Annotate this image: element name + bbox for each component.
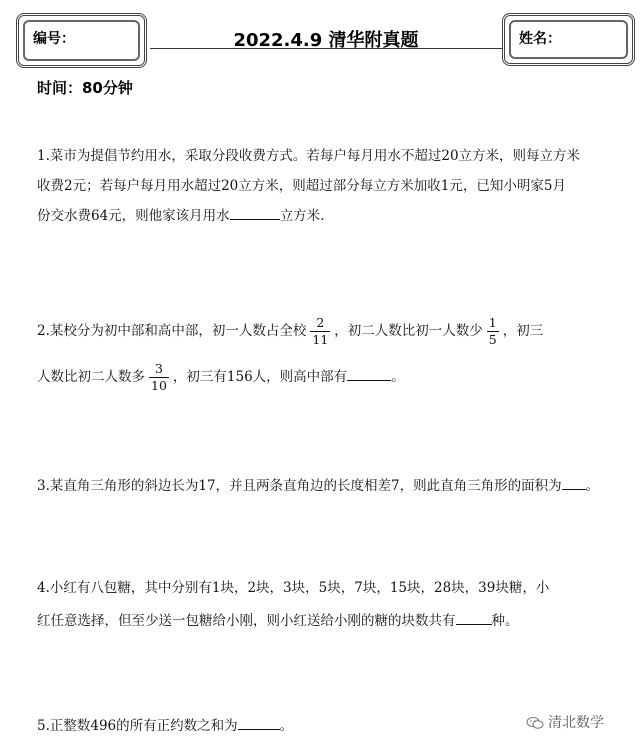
question-1-line-2: 收费2元；若每户每月用水超过20立方米，则超过部分每立方米加收1元，已知小明家5月 (37, 178, 566, 194)
answer-blank-2 (347, 367, 391, 382)
question-5-text-before-blank: 5.正整数496的所有正约数之和为 (37, 718, 238, 734)
question-1-text-after-blank: 立方米. (279, 208, 325, 224)
question-2-text-e: ，初三有156人，则高中部有 (172, 369, 348, 385)
question-2-text-c: ，初三 (502, 323, 544, 339)
name-field-box (502, 13, 635, 66)
question-3-text-after-blank: 。 (585, 478, 600, 494)
answer-blank-1 (230, 206, 280, 221)
fraction-numerator: 2 (310, 317, 330, 333)
answer-blank-3 (562, 476, 586, 491)
question-3 (37, 471, 617, 501)
question-2-line-2 (37, 358, 617, 396)
question-4-line-1: 4.小红有八包糖，其中分别有1块，2块，3块，5块，7块，15块，28块，39块糖，小 (37, 580, 550, 596)
fraction-denominator: 5 (488, 332, 497, 347)
question-2-text-a: 2.某校分为初中部和高中部，初一人数占全校 (37, 323, 307, 339)
fraction-denominator: 10 (151, 378, 167, 393)
question-3-text-before-blank: 3.某直角三角形的斜边长为17，并且两条直角边的长度相差7，则此直角三角形的面积为 (37, 478, 562, 494)
fraction-numerator: 3 (149, 363, 169, 379)
question-4-text-before-blank: 红任意选择，但至少送一包糖给小刚，则小红送给小刚的糖的块数共有 (37, 613, 456, 629)
title-underline (150, 48, 502, 49)
page-title: 2022.4.9 清华附真题 (233, 30, 419, 51)
name-label: 姓名： (519, 31, 561, 47)
question-2-line-1 (37, 312, 617, 350)
wechat-icon (526, 717, 544, 729)
question-4 (37, 573, 617, 636)
question-2-text-d: 人数比初二人数多 (37, 369, 145, 385)
question-4-text-after-blank: 种。 (491, 613, 519, 629)
fraction-3-10 (149, 360, 169, 393)
answer-blank-5 (238, 716, 280, 731)
fraction-numerator: 1 (487, 317, 499, 333)
question-2 (37, 312, 617, 396)
question-1-line-1: 1.菜市为提倡节约用水，采取分段收费方式。若每户每月用水不超过20立方米，则每立方米 (37, 148, 581, 164)
number-field-box (16, 13, 147, 68)
time-limit: 时间：80分钟 (37, 79, 133, 97)
question-2-text-f: 。 (391, 369, 405, 385)
fraction-1-5 (487, 314, 499, 347)
question-2-text-b: ，初二人数比初一人数少 (334, 323, 483, 339)
answer-blank-4 (456, 611, 492, 626)
fraction-denominator: 11 (312, 332, 329, 347)
question-1-line-3 (37, 201, 617, 231)
watermark (526, 712, 604, 732)
question-3-line-1 (37, 471, 617, 501)
question-1-text-before-blank: 份交水费64元，则他家该月用水 (37, 208, 230, 224)
fraction-2-11 (310, 314, 330, 347)
question-1 (37, 141, 617, 231)
watermark-text: 清北数学 (548, 715, 604, 731)
number-label: 编号： (33, 31, 75, 47)
question-5-text-after-blank: 。 (279, 718, 294, 734)
question-4-line-2 (37, 606, 617, 636)
